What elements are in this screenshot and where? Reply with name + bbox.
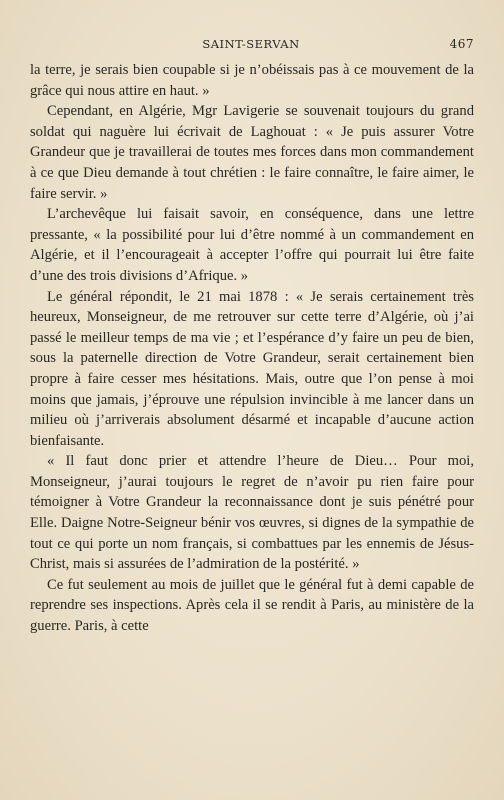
page-number: 467: [449, 37, 474, 51]
paragraph: Ce fut seulement au mois de juillet que le général fut à demi capable de reprendre ses inspections. Après cela il se rendit à Paris, au ministère de la guerre. Paris, à cette: [30, 576, 474, 635]
running-title: SAINT-SERVAN: [202, 37, 300, 51]
paragraph: Le général répondit, le 21 mai 1878 : « Je serais certainement très heureux, Monseigneur, de me retrouver sur cette terre d’Algérie, où j’ai passé le meilleur temps de ma vie ; et l’espérance d’y faire un peu de bien, sous la paternelle direction de Votre Grandeur, serait certainement bien propre à faire cesser mes hésitations. Mais, outre que l’on pense à moi moins que jamais, j’éprouve une répulsion invincible à me lancer dans un milieu où j’arriverais absolument désarmé et incapable d’aucune action bienfaisante.: [30, 288, 474, 449]
paragraph: Cependant, en Algérie, Mgr Lavigerie se souvenait toujours du grand soldat qui naguère lui écrivait de Laghouat : « Je puis assurer Votre Grandeur que je travaillerai de toutes mes forces dans mon commandement à ce que Dieu demande à tout chrétien : le faire connaître, le faire aimer, le faire servir. »: [30, 103, 474, 202]
page-header: [28, 37, 474, 53]
body-text: [30, 60, 474, 637]
paragraph: L’archevêque lui faisait savoir, en conséquence, dans une lettre pressante, « la possibilité pour lui d’être nommé à un commandement en Algérie, et il l’encourageait à accepter l’offre qui pourrait lui être faite d’une des trois divisions d’Afrique. »: [30, 206, 474, 284]
paragraph: la terre, je serais bien coupable si je n’obéissais pas à ce mouvement de la grâce qui nous attire en haut. »: [30, 62, 474, 99]
paragraph: « Il faut donc prier et attendre l’heure de Dieu… Pour moi, Monseigneur, j’aurai toujours le regret de n’avoir pu rien faire pour témoigner à Votre Grandeur la reconnaissance dont je suis pénétré pour Elle. Daigne Notre-Seigneur bénir vos œuvres, si dignes de la sympathie de tout ce qui porte un nom français, si combattues par les ennemis de Jésus-Christ, mais si assurées de l’admiration de la postérité. »: [30, 453, 474, 573]
